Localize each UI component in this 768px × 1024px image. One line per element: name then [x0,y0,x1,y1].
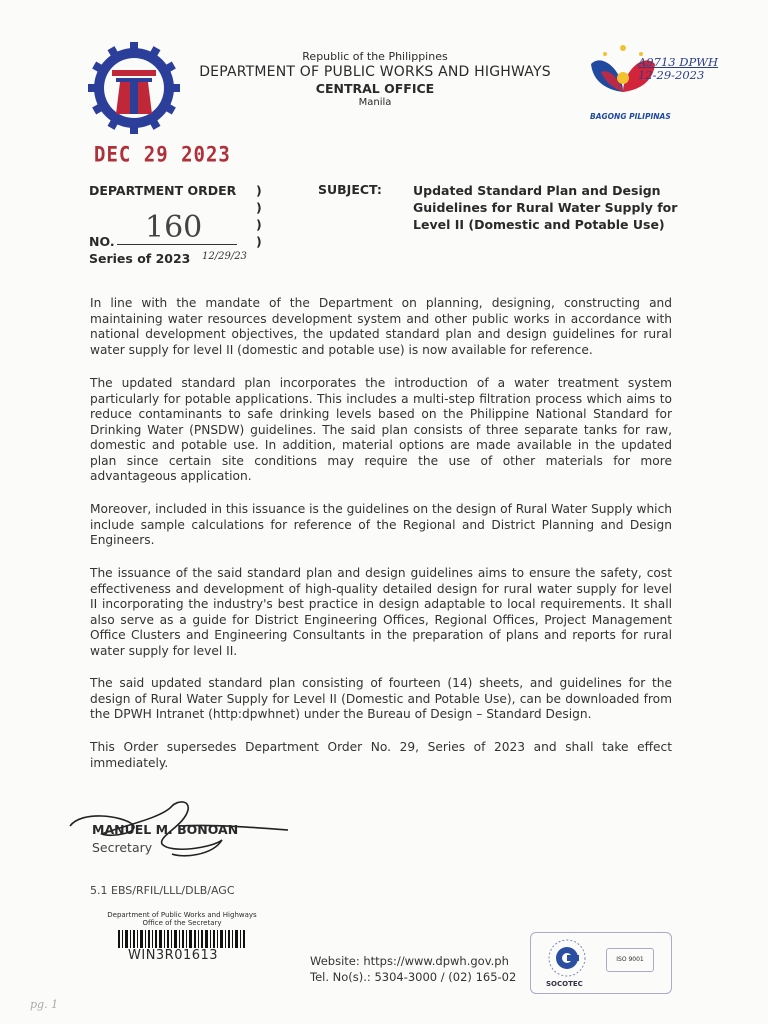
signatory-title: Secretary [92,840,153,855]
body-paragraph: In line with the mandate of the Department on planning, designing, constructing and maintaining water resources development system and other public works in accordance with national development objectives, the updated standard plan and design guidelines for rural water supply for level II (domestic and potable use) is now available for reference. [90,296,672,357]
body-paragraph: The issuance of the said standard plan and design guidelines aims to ensure the safety, cost effectiveness and development of high-quality detailed design for rural water supply for level II incorporating the industry's best practice in design adaptable to local requirements. It shall also serve as a guide for District Engineering Offices, Regional Offices, Project Management Office Clusters and Engineering Consultants in the preparation of plans and reports for rural water supply for level II. [90,566,672,658]
receipt-date: 12-29-2023 [638,68,705,82]
order-initials: 12/29/23 [202,251,247,262]
office-city: Manila [358,96,392,108]
reference-codes: 5.1 EBS/RFIL/LLL/DLB/AGC [90,884,235,897]
letterhead [180,50,570,109]
date-stamp: DEC 29 2023 [94,142,231,168]
margin-note: pg. 1 [30,998,59,1011]
body-paragraph: The updated standard plan incorporates the introduction of a water treatment system particularly for potable applications. This includes a multi-step filtration process which aims to reduce contaminants to safe drinking levels based on the Philippine National Standard for Drinking Water (PNSDW) guidelines. The said plan consists of three separate tanks for raw, domestic and potable use. In addition, material options are made available in the updated plan since certain site conditions may require the use of other materials for more advantageous application. [90,376,672,483]
order-no-label: NO. [89,234,115,249]
subject-text: Updated Standard Plan and Design Guidelines for Rural Water Supply for Level II (Domestic and Potable Use) [413,183,678,232]
office-stamp-line1: Department of Public Works and Highways [107,911,257,919]
receipt-number: A9713 DPWH [638,55,719,69]
office-stamp [102,911,262,927]
footer-contact [310,953,516,985]
order-series: Series of 2023 [89,251,191,266]
order-parentheses: ) ) ) ) [256,183,262,249]
socotec-logo [542,936,592,984]
footer-telephone: Tel. No(s).: 5304-3000 / (02) 165-02 [310,970,517,984]
republic-line: Republic of the Philippines [302,50,448,63]
body-paragraph: Moreover, included in this issuance is the guidelines on the design of Rural Water Supply which include sample calculations for reference of the Regional and District Planning and Design Engineers. [90,502,672,547]
body-paragraph: The said updated standard plan consisting of fourteen (14) sheets, and guidelines for the design of Rural Water Supply for Level II (Domestic and Potable Use), can be downloaded from the DPWH Intranet (http:dpwhnet) under the Bureau of Design – Standard Design. [90,676,672,721]
certification-body: SOCOTEC [546,980,583,988]
signatory-name: MANUEL M. BONOAN [92,822,239,837]
dpwh-seal-logo [86,40,182,140]
office-name: CENTRAL OFFICE [315,81,435,97]
office-stamp-line2: Office of the Secretary [142,919,222,927]
footer-website: Website: https://www.dpwh.gov.ph [310,954,509,968]
order-label: DEPARTMENT ORDER [89,183,237,198]
receipt-note [638,56,718,82]
body-paragraph: This Order supersedes Department Order No. 29, Series of 2023 and shall take effect immediately. [90,740,672,770]
order-number: 160 [145,210,203,245]
barcode-number: WIN3R01613 [128,948,219,963]
department-name: DEPARTMENT OF PUBLIC WORKS AND HIGHWAYS [199,63,551,80]
bagong-pilipinas-caption: BAGONG PILIPINAS [590,112,671,121]
iso-label: ISO 9001 [606,948,654,972]
subject-label: SUBJECT: [318,182,382,197]
